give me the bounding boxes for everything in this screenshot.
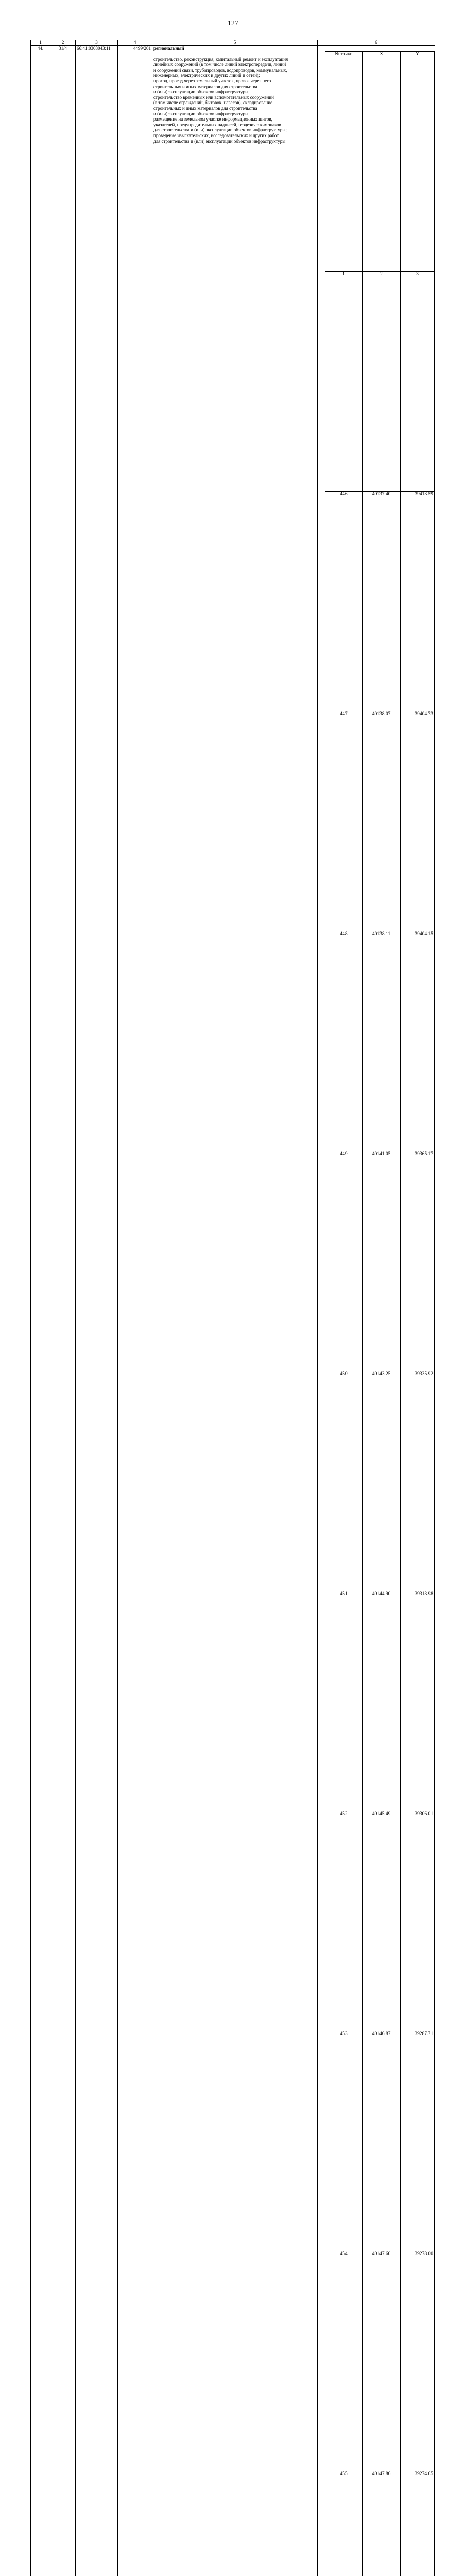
cadastral-number: 66:41:0303043:11 (76, 46, 118, 2576)
coordinate-row (325, 931, 435, 1151)
x-coordinate: 40146.87 (363, 2031, 401, 2251)
x-header: X (363, 52, 401, 272)
y-coordinate: 39404.15 (401, 931, 435, 1151)
y-coordinate: 39335.92 (401, 1371, 435, 1591)
point-number-header: № точки (325, 52, 363, 272)
coordinates-body (325, 492, 435, 2576)
y-coordinate: 39287.71 (401, 2031, 435, 2251)
column-number: 3 (76, 40, 118, 46)
coordinate-row (325, 711, 435, 931)
point-number: 447 (325, 711, 363, 931)
coordinate-row (325, 1151, 435, 1371)
y-coordinate: 39365.17 (401, 1151, 435, 1371)
column-number: 6 (318, 40, 435, 46)
point-number: 451 (325, 1591, 363, 1811)
table-row (31, 46, 435, 2576)
coordinate-row (325, 2471, 435, 2576)
x-coordinate: 40138.07 (363, 711, 401, 931)
coordinates-header-row (325, 52, 435, 272)
x-coordinate: 40141.05 (363, 1151, 401, 1371)
y-coordinate: 39274.65 (401, 2471, 435, 2576)
row-number: 44. (31, 46, 50, 2576)
x-coordinate: 40138.11 (363, 931, 401, 1151)
column-number: 1 (31, 40, 50, 46)
point-number: 446 (325, 492, 363, 711)
area-value: 4499/201 (118, 46, 152, 2576)
coordinates-cell (318, 46, 435, 2576)
column-number: 2 (50, 40, 76, 46)
y-coordinate: 39313.98 (401, 1591, 435, 1811)
x-coordinate: 40144.90 (363, 1591, 401, 1811)
servitude-description: строительство, реконструкция, капитальный ремонт и эксплуатация линейных сооружений (в том числе линий электропередачи, линий и сооружений связи, трубопроводов, водопроводов, коммунальных, инженерных, электрических и других линий и сетей); проход, проезд через земельный участок, провоз через него строительных и иных материалов для строительства и (или) эксплуатации объектов инфраструктуры; строительство временных или вспомогательных сооружений (в том числе ограждений, бытовок, навесов), складирование строительных и иных материалов для строительства и (или) эксплуатации объектов инфраструктуры; размещение на земельном участке информационных щитов, указателей, предупредительных надписей, геодезических знаков для строительства и (или) эксплуатации объектов инфраструктуры; проведение изыскательских, исследовательских и других работ для строительства и (или) эксплуатации объектов инфраструктуры (153, 57, 316, 144)
point-number: 448 (325, 931, 363, 1151)
x-coordinate: 40147.86 (363, 2471, 401, 2576)
point-number: 455 (325, 2471, 363, 2576)
coordinate-row (325, 1591, 435, 1811)
subheader-cell: 1 (325, 272, 363, 492)
x-coordinate: 40137.40 (363, 492, 401, 711)
y-coordinate: 39306.01 (401, 1811, 435, 2031)
point-number: 449 (325, 1151, 363, 1371)
point-number: 453 (325, 2031, 363, 2251)
x-coordinate: 40143.25 (363, 1371, 401, 1591)
point-number: 450 (325, 1371, 363, 1591)
coordinates-subheader-row (325, 272, 435, 492)
coordinate-row (325, 1811, 435, 2031)
column-number: 5 (152, 40, 318, 46)
y-coordinate: 39413.59 (401, 492, 435, 711)
coordinate-row (325, 2251, 435, 2471)
coordinates-table (325, 51, 435, 2576)
point-number: 452 (325, 1811, 363, 2031)
servitude-type: региональный (153, 46, 316, 52)
column-number-row (31, 40, 435, 46)
coordinate-row (325, 1371, 435, 1591)
column-number: 4 (118, 40, 152, 46)
coordinate-row (325, 492, 435, 711)
point-number: 454 (325, 2251, 363, 2471)
y-header: Y (401, 52, 435, 272)
coordinate-row (325, 2031, 435, 2251)
y-coordinate: 39404.73 (401, 711, 435, 931)
plot-number: 31/4 (50, 46, 76, 2576)
page-number: 127 (0, 20, 466, 28)
subheader-cell: 2 (363, 272, 401, 492)
x-coordinate: 40147.60 (363, 2251, 401, 2471)
subheader-cell: 3 (401, 272, 435, 492)
servitude-cell (152, 46, 318, 2576)
servitude-table (30, 40, 435, 2576)
x-coordinate: 40145.49 (363, 1811, 401, 2031)
y-coordinate: 39278.00 (401, 2251, 435, 2471)
